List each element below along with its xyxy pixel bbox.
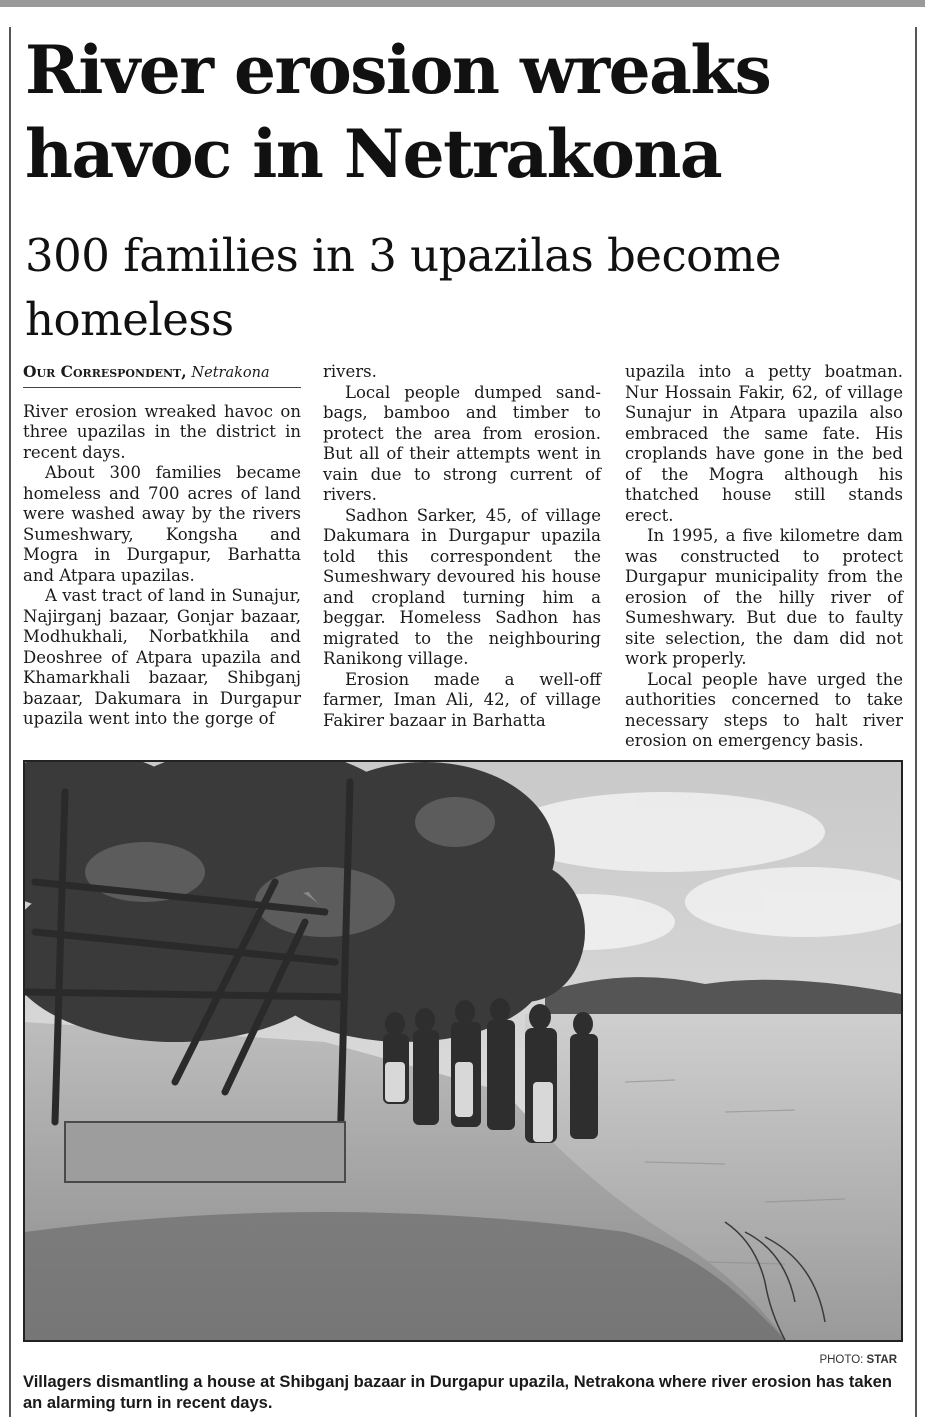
photo-caption: Villagers dismantling a house at Shibganj bazaar in Durgapur upazila, Netrakona where river erosion has taken an alarming turn in recent days. (23, 1373, 892, 1412)
article-column-3 (625, 362, 903, 752)
photo-credit-label: PHOTO: (819, 1354, 864, 1366)
paragraph: River erosion wreaked havoc on three upazilas in the district in recent days. (23, 401, 301, 462)
article-column-2 (323, 362, 601, 731)
paragraph: Sadhon Sarker, 45, of village Dakumara in Durgapur upazila told this correspondent the Sumeshwary devoured his house and cropland turning him a beggar. Homeless Sadhon has migrated to the neighbouring Ranikong village. (323, 505, 601, 668)
paragraph: In 1995, a five kilometre dam was constructed to protect Durgapur municipality from the erosion of the hilly river of Sumeshwary. But due to faulty site selection, the dam did not work properly. (625, 526, 903, 668)
right-border-rule (915, 27, 917, 1417)
riverbank-photo-illustration (25, 762, 901, 1340)
headline: River erosion wreaks havoc in Netrakona (25, 31, 771, 193)
paragraph: Erosion made a well-off farmer, Iman Ali, 42, of village Fakirer bazaar in Barhatta (323, 669, 601, 730)
byline-name: Our Correspondent, (23, 362, 187, 381)
paragraph: Local people have urged the authorities concerned to take necessary steps to halt river erosion on emergency basis. (625, 669, 903, 750)
article-column-1 (23, 362, 301, 730)
paragraph: A vast tract of land in Sunajur, Najirganj bazaar, Gonjar bazaar, Modhukhali, Norbatkhila and Deoshree of Atpara upazila and Khamarkhali bazaar, Shibganj bazaar, Dakumara in Durgapur upazila went into the gorge of (23, 586, 301, 728)
subheadline: 300 families in 3 upazilas become homeless (25, 229, 782, 346)
paragraph-continued: rivers. (323, 362, 377, 381)
photo-credit-source: STAR (866, 1354, 897, 1366)
paragraph: About 300 families became homeless and 700 acres of land were washed away by the rivers Sumeshwary, Kongsha and Mogra in Durgapur, Barhatta and Atpara upazilas. (23, 463, 301, 585)
paragraph: Local people dumped sand-bags, bamboo and timber to protect the area from erosion. But all of their attempts went in vain due to strong current of rivers. (323, 382, 601, 504)
paragraph-continued: upazila into a petty boatman. Nur Hossain Fakir, 62, of village Sunajur in Atpara upazila also embraced the same fate. His croplands have gone in the bed of the Mogra although his thatched house still stands erect. (625, 362, 903, 525)
news-photo (23, 760, 903, 1342)
byline (23, 362, 301, 388)
byline-place: Netrakona (191, 365, 270, 381)
top-gray-bar (0, 0, 925, 7)
photo-credit (819, 1354, 897, 1366)
left-border-rule (9, 27, 11, 1417)
